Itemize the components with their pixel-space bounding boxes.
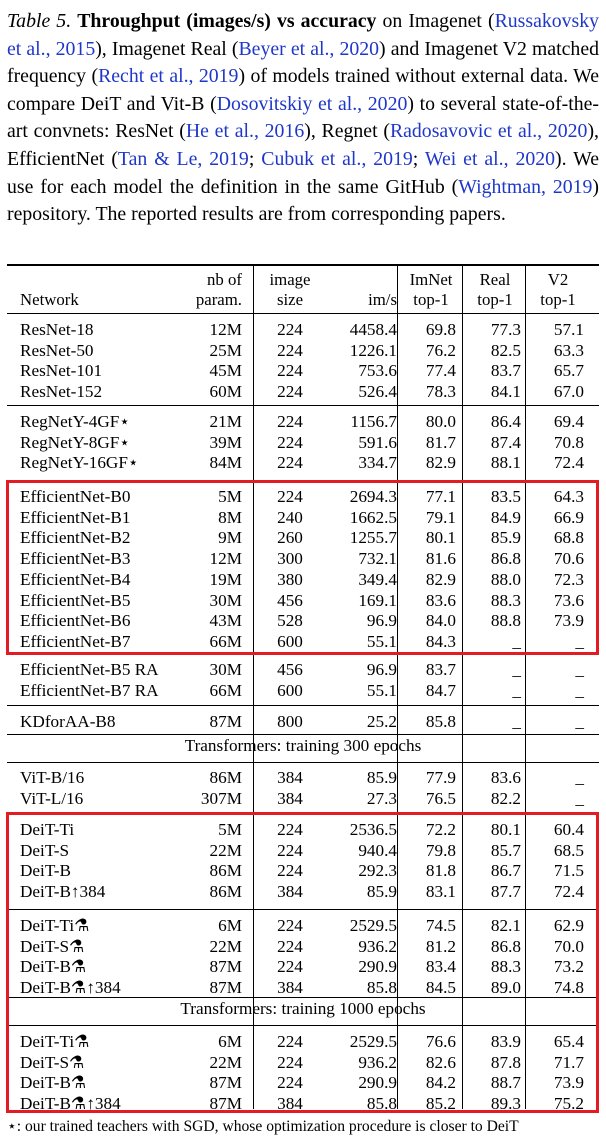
highlight-box-deit: [6, 812, 599, 1113]
cell-imnet-top1: 81.2: [425, 936, 456, 956]
cell-real-top1: 88.7: [490, 1073, 521, 1093]
cell-real-top1: 77.3: [490, 320, 521, 339]
section-title-300: Transformers: training 300 epochs: [184, 736, 422, 755]
cell-image-size: 224: [277, 320, 303, 339]
highlight-box-efficientnet: [6, 480, 599, 655]
citation-link[interactable]: Tan & Le, 2019: [117, 147, 249, 170]
cell-params: 30M: [209, 590, 242, 610]
citation-link[interactable]: Cubuk et al., 2019: [261, 147, 413, 170]
cell-throughput: 2694.3: [349, 487, 397, 506]
cell-image-size: 260: [277, 528, 303, 548]
cell-image-size: 384: [277, 978, 303, 998]
cell-imnet-top1: 83.6: [425, 590, 456, 610]
table-row: [0, 767, 606, 788]
group-rule: [7, 705, 599, 706]
cell-image-size: 224: [277, 1032, 303, 1051]
cell-throughput: 55.1: [366, 680, 397, 700]
section-title-1000: Transformers: training 1000 epochs: [180, 999, 426, 1018]
cell-throughput: 169.1: [358, 590, 397, 610]
cell-imnet-top1: 84.7: [425, 680, 456, 700]
cell-throughput: 290.9: [358, 957, 397, 977]
cell-imnet-top1: 79.1: [425, 507, 456, 527]
cell-params: 86M: [209, 768, 242, 787]
cell-network: ViT-B/16: [20, 768, 85, 787]
cell-image-size: 800: [277, 712, 303, 731]
cell-params: 5M: [218, 820, 242, 839]
header-param-2: param.: [195, 290, 242, 309]
header-real-1: Real: [479, 270, 511, 289]
cell-image-size: 224: [277, 840, 303, 860]
header-v2-1: V2: [547, 270, 569, 289]
cell-real-top1: 86.8: [490, 549, 521, 569]
cell-image-size: 224: [277, 487, 303, 506]
footnote: ⋆: our trained teachers with SGD, whose optimization procedure is closer to DeiT: [7, 1118, 519, 1135]
cell-imnet-top1: 76.6: [425, 1032, 456, 1051]
cell-v2-top1: 62.9: [553, 916, 584, 935]
table-row: [0, 711, 606, 732]
cell-throughput: 290.9: [358, 1073, 397, 1093]
cell-imnet-top1: 83.1: [425, 882, 456, 902]
cell-v2-top1: 64.3: [553, 487, 584, 506]
cell-real-top1: 84.1: [490, 382, 521, 402]
cell-imnet-top1: 77.4: [425, 361, 456, 381]
cell-image-size: 224: [277, 957, 303, 977]
cell-network: EfficientNet-B3: [20, 549, 131, 569]
header-ims: im/s: [368, 290, 397, 309]
group-rule: [7, 405, 599, 406]
table-top-rule: [7, 264, 599, 266]
cell-network: DeiT-B⚗↑384: [20, 978, 121, 998]
cell-real-top1: _: [512, 660, 521, 679]
cell-real-top1: 86.8: [490, 936, 521, 956]
cell-v2-top1: _: [575, 712, 584, 731]
cell-image-size: 384: [277, 1094, 303, 1114]
cell-real-top1: _: [512, 631, 521, 651]
cell-throughput: 25.2: [366, 712, 397, 731]
cell-v2-top1: 66.9: [553, 507, 584, 527]
cell-image-size: 240: [277, 507, 303, 527]
caption-text: ), Imagenet Real (: [95, 37, 239, 60]
header-rule: [7, 313, 599, 314]
cell-network: EfficientNet-B5: [20, 590, 131, 610]
cell-real-top1: 89.0: [490, 978, 521, 998]
cell-image-size: 600: [277, 680, 303, 700]
cell-imnet-top1: 84.0: [425, 611, 456, 631]
cell-real-top1: _: [512, 712, 521, 731]
table-row: [0, 432, 606, 453]
header-v2-2: top-1: [540, 290, 576, 309]
cell-network: DeiT-Ti⚗: [20, 1032, 90, 1051]
cell-image-size: 224: [277, 432, 303, 452]
cell-real-top1: _: [512, 680, 521, 700]
cell-image-size: 224: [277, 1073, 303, 1093]
cell-imnet-top1: 83.4: [425, 957, 456, 977]
cell-image-size: 224: [277, 861, 303, 881]
cell-imnet-top1: 82.9: [425, 569, 456, 589]
cell-real-top1: 87.7: [490, 882, 521, 902]
cell-image-size: 380: [277, 569, 303, 589]
citation-link[interactable]: Wightman, 2019: [458, 175, 593, 198]
cell-throughput: 85.8: [366, 978, 397, 998]
cell-real-top1: 87.8: [490, 1052, 521, 1072]
cell-network: KDforAA-B8: [20, 712, 116, 731]
cell-throughput: 936.2: [358, 936, 397, 956]
cell-image-size: 224: [277, 340, 303, 360]
cell-v2-top1: 69.4: [553, 412, 584, 431]
cell-imnet-top1: 76.2: [425, 340, 456, 360]
caption-text: ), Regnet (: [304, 120, 390, 143]
cell-throughput: 526.4: [358, 382, 397, 402]
cell-real-top1: 87.4: [490, 432, 521, 452]
cell-v2-top1: 63.3: [553, 340, 584, 360]
cell-image-size: 384: [277, 788, 303, 808]
cell-v2-top1: 73.6: [553, 590, 584, 610]
cell-real-top1: 86.4: [490, 412, 521, 431]
cell-network: EfficientNet-B7 RA: [20, 680, 159, 700]
cell-imnet-top1: 69.8: [425, 320, 456, 339]
cell-network: EfficientNet-B7: [20, 631, 131, 651]
cell-real-top1: 89.3: [490, 1094, 521, 1114]
cell-network: ResNet-152: [20, 382, 103, 402]
cell-throughput: 85.9: [366, 768, 397, 787]
cell-network: EfficientNet-B5 RA: [20, 660, 159, 679]
cell-throughput: 27.3: [366, 788, 397, 808]
cell-v2-top1: 68.5: [553, 840, 584, 860]
cell-imnet-top1: 84.3: [425, 631, 456, 651]
cell-real-top1: 80.1: [490, 820, 521, 839]
citation-link[interactable]: He et al., 2016: [185, 120, 305, 143]
cell-throughput: 85.8: [366, 1094, 397, 1114]
cell-throughput: 1255.7: [349, 528, 397, 548]
cell-v2-top1: 60.4: [553, 820, 584, 839]
cell-network: EfficientNet-B2: [20, 528, 131, 548]
cell-throughput: 936.2: [358, 1052, 397, 1072]
cell-network: DeiT-B⚗↑384: [20, 1094, 121, 1114]
table-row: [0, 381, 606, 402]
cell-imnet-top1: 81.7: [425, 432, 456, 452]
cell-params: 9M: [218, 528, 242, 548]
citation-link[interactable]: Radosavovic et al., 2020: [389, 120, 588, 143]
cell-network: DeiT-B⚗: [20, 1073, 87, 1093]
cell-v2-top1: 72.3: [553, 569, 584, 589]
cell-imnet-top1: 81.6: [425, 549, 456, 569]
cell-imnet-top1: 76.5: [425, 788, 456, 808]
cell-v2-top1: 65.4: [553, 1032, 584, 1051]
table-caption: [7, 8, 599, 229]
cell-network: DeiT-B: [20, 861, 71, 881]
table-row: [0, 659, 606, 680]
cell-params: 39M: [209, 432, 242, 452]
cell-imnet-top1: 84.2: [425, 1073, 456, 1093]
table-row: [0, 788, 606, 809]
cell-v2-top1: 68.8: [553, 528, 584, 548]
cell-throughput: 85.9: [366, 882, 397, 902]
cell-throughput: 591.6: [358, 432, 397, 452]
cell-throughput: 1662.5: [349, 507, 397, 527]
cell-v2-top1: 73.2: [553, 957, 584, 977]
cell-v2-top1: 71.5: [553, 861, 584, 881]
citation-link[interactable]: Dosovitskiy et al., 2020: [216, 92, 408, 115]
cell-image-size: 384: [277, 768, 303, 787]
cell-image-size: 456: [277, 590, 303, 610]
table-row: [0, 680, 606, 701]
cell-imnet-top1: 82.9: [425, 453, 456, 473]
cell-network: ResNet-50: [20, 340, 94, 360]
cell-real-top1: 88.3: [490, 590, 521, 610]
cell-network: ResNet-18: [20, 320, 94, 339]
cell-imnet-top1: 77.1: [425, 487, 456, 506]
caption-text: on Imagenet (: [376, 10, 495, 32]
cell-params: 87M: [209, 978, 242, 998]
header-top1-2: top-1: [413, 290, 449, 309]
cell-image-size: 300: [277, 549, 303, 569]
cell-throughput: 940.4: [358, 840, 397, 860]
cell-imnet-top1: 82.6: [425, 1052, 456, 1072]
cell-image-size: 456: [277, 660, 303, 679]
cell-network: DeiT-Ti: [20, 820, 75, 839]
cell-imnet-top1: 80.0: [425, 412, 456, 431]
cell-params: 87M: [209, 1094, 242, 1114]
cell-real-top1: 83.5: [490, 487, 521, 506]
cell-throughput: 2536.5: [349, 820, 397, 839]
cell-params: 84M: [209, 453, 242, 473]
cell-real-top1: 83.9: [490, 1032, 521, 1051]
header-size-1: image: [269, 270, 311, 289]
cell-imnet-top1: 77.9: [425, 768, 456, 787]
citation-link[interactable]: Wei et al., 2020: [424, 147, 556, 170]
cell-throughput: 1156.7: [350, 412, 397, 431]
cell-network: DeiT-S: [20, 840, 70, 860]
caption-text: ) repository. The reported results are from corresponding papers.: [7, 175, 599, 226]
cell-params: 22M: [209, 840, 242, 860]
cell-params: 6M: [218, 916, 242, 935]
caption-text: ) and Imagenet V2 matched frequency (: [7, 37, 599, 88]
cell-v2-top1: 72.4: [553, 453, 584, 473]
cell-v2-top1: 70.6: [553, 549, 584, 569]
cell-image-size: 224: [277, 361, 303, 381]
caption-text: ;: [412, 147, 425, 170]
caption-text: ). We use for each model the definition in the same GitHub (: [7, 147, 599, 198]
cell-network: RegNetY-4GF⋆: [20, 412, 131, 431]
caption-text: ) of models trained without external data. We compare DeiT and Vit-B (: [7, 65, 599, 115]
cell-image-size: 224: [277, 382, 303, 402]
cell-v2-top1: 70.8: [553, 432, 584, 452]
cell-v2-top1: 74.8: [553, 978, 584, 998]
cell-throughput: 753.6: [358, 361, 397, 381]
cell-params: 87M: [209, 712, 242, 731]
cell-params: 19M: [209, 569, 242, 589]
cell-image-size: 528: [277, 611, 303, 631]
cell-throughput: 96.9: [366, 611, 397, 631]
cell-real-top1: 86.7: [490, 861, 521, 881]
cell-image-size: 224: [277, 820, 303, 839]
cell-real-top1: 83.6: [490, 768, 521, 787]
cell-network: EfficientNet-B1: [20, 507, 131, 527]
cell-params: 21M: [209, 412, 242, 431]
cell-v2-top1: _: [575, 768, 584, 787]
cell-network: DeiT-B⚗: [20, 957, 87, 977]
cell-image-size: 600: [277, 631, 303, 651]
group-rule: [7, 734, 599, 735]
cell-params: 307M: [200, 788, 242, 808]
cell-real-top1: 85.7: [490, 840, 521, 860]
cell-params: 22M: [209, 936, 242, 956]
cell-v2-top1: _: [575, 631, 584, 651]
citation-link[interactable]: Russakovsky et al., 2015: [7, 10, 600, 60]
cell-network: DeiT-S⚗: [20, 1052, 85, 1072]
cell-network: ViT-L/16: [20, 788, 84, 808]
cell-imnet-top1: 85.8: [425, 712, 456, 731]
cell-network: EfficientNet-B6: [20, 611, 131, 631]
citation-link[interactable]: Beyer et al., 2020: [238, 37, 380, 60]
cell-v2-top1: 57.1: [553, 320, 584, 339]
cell-imnet-top1: 72.2: [425, 820, 456, 839]
table-row: [0, 319, 606, 340]
cell-real-top1: 85.9: [490, 528, 521, 548]
caption-body: [7, 10, 599, 225]
cell-v2-top1: _: [575, 660, 584, 679]
citation-link[interactable]: Recht et al., 2019: [98, 65, 239, 88]
cell-imnet-top1: 74.5: [425, 916, 456, 935]
cell-throughput: 4458.4: [349, 320, 397, 339]
header-real-2: top-1: [477, 290, 513, 309]
cell-v2-top1: 71.7: [553, 1052, 584, 1072]
cell-v2-top1: 72.4: [553, 882, 584, 902]
caption-text: ;: [248, 147, 262, 170]
cell-network: ResNet-101: [20, 361, 103, 381]
table-row: [0, 340, 606, 361]
cell-image-size: 224: [277, 936, 303, 956]
cell-imnet-top1: 85.2: [425, 1094, 456, 1114]
cell-network: DeiT-Ti⚗: [20, 916, 90, 935]
cell-params: 87M: [209, 1073, 242, 1093]
group-rule: [7, 762, 599, 763]
cell-throughput: 96.9: [366, 660, 397, 679]
cell-params: 86M: [209, 861, 242, 881]
cell-network: EfficientNet-B4: [20, 569, 131, 589]
cell-params: 66M: [209, 680, 242, 700]
header-param-1: nb of: [207, 270, 242, 289]
cell-network: DeiT-S⚗: [20, 936, 85, 956]
cell-throughput: 2529.5: [349, 1032, 397, 1051]
cell-real-top1: 88.8: [490, 611, 521, 631]
cell-v2-top1: 67.0: [553, 382, 584, 402]
cell-real-top1: 82.5: [490, 340, 521, 360]
cell-throughput: 349.4: [358, 569, 397, 589]
cell-network: RegNetY-8GF⋆: [20, 432, 131, 452]
cell-imnet-top1: 83.7: [425, 660, 456, 679]
cell-real-top1: 82.2: [490, 788, 521, 808]
cell-v2-top1: 65.7: [553, 361, 584, 381]
cell-params: 12M: [209, 320, 242, 339]
cell-params: 5M: [218, 487, 242, 506]
cell-network: DeiT-B↑384: [20, 882, 106, 902]
cell-imnet-top1: 79.8: [425, 840, 456, 860]
cell-image-size: 224: [277, 453, 303, 473]
cell-throughput: 732.1: [358, 549, 397, 569]
cell-image-size: 224: [277, 412, 303, 431]
cell-image-size: 224: [277, 1052, 303, 1072]
cell-params: 25M: [209, 340, 242, 360]
cell-v2-top1: 75.2: [553, 1094, 584, 1114]
cell-params: 6M: [218, 1032, 242, 1051]
table-label: Table 5.: [7, 10, 72, 32]
caption-text: ) to several state-of-the-art convnets: ResNet (: [7, 92, 600, 143]
cell-image-size: 384: [277, 882, 303, 902]
caption-text: ), EfficientNet (: [7, 120, 599, 170]
table-row: [0, 360, 606, 381]
cell-real-top1: 88.0: [490, 569, 521, 589]
cell-params: 30M: [209, 660, 242, 679]
cell-params: 8M: [218, 507, 242, 527]
cell-real-top1: 84.9: [490, 507, 521, 527]
cell-v2-top1: _: [575, 680, 584, 700]
cell-params: 45M: [209, 361, 242, 381]
cell-v2-top1: 73.9: [553, 1073, 584, 1093]
cell-throughput: 334.7: [358, 453, 397, 473]
header-size-2: size: [276, 290, 304, 309]
cell-imnet-top1: 81.8: [425, 861, 456, 881]
header-network: Network: [20, 290, 79, 309]
cell-network: EfficientNet-B0: [20, 487, 131, 506]
cell-imnet-top1: 78.3: [425, 382, 456, 402]
cell-imnet-top1: 84.5: [425, 978, 456, 998]
cell-real-top1: 82.1: [490, 916, 521, 935]
cell-throughput: 1226.1: [349, 340, 397, 360]
cell-v2-top1: 70.0: [553, 936, 584, 956]
cell-params: 66M: [209, 631, 242, 651]
cell-params: 87M: [209, 957, 242, 977]
cell-v2-top1: 73.9: [553, 611, 584, 631]
cell-params: 12M: [209, 549, 242, 569]
cell-throughput: 292.3: [358, 861, 397, 881]
cell-params: 43M: [209, 611, 242, 631]
cell-real-top1: 83.7: [490, 361, 521, 381]
cell-real-top1: 88.1: [490, 453, 521, 473]
table-row: [0, 411, 606, 432]
cell-real-top1: 88.3: [490, 957, 521, 977]
cell-throughput: 55.1: [366, 631, 397, 651]
caption-title: Throughput (images/s) vs accuracy: [77, 10, 377, 32]
cell-image-size: 224: [277, 916, 303, 935]
cell-imnet-top1: 80.1: [425, 528, 456, 548]
table-row: [0, 452, 606, 473]
cell-v2-top1: _: [575, 788, 584, 808]
cell-params: 60M: [209, 382, 242, 402]
cell-params: 22M: [209, 1052, 242, 1072]
cell-throughput: 2529.5: [349, 916, 397, 935]
cell-params: 86M: [209, 882, 242, 902]
header-top1-1: ImNet: [409, 270, 453, 289]
cell-network: RegNetY-16GF⋆: [20, 453, 139, 473]
